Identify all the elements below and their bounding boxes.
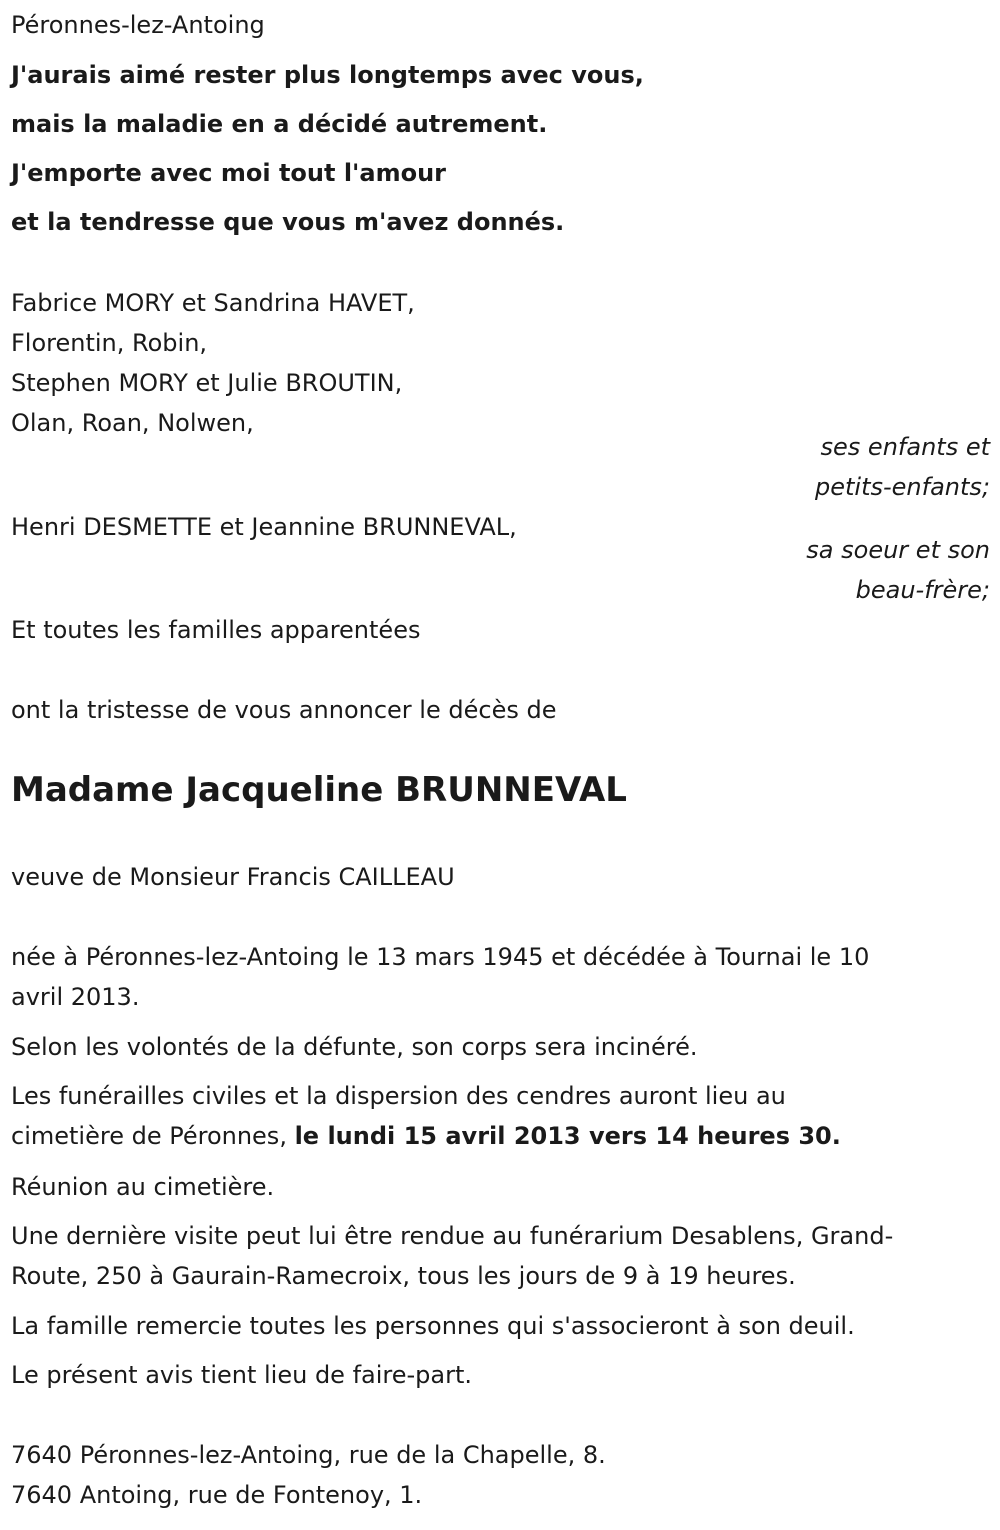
announcement: ont la tristesse de vous annoncer le décès de bbox=[11, 696, 557, 724]
funeral-date: le lundi 15 avril 2013 vers 14 heures 30. bbox=[294, 1122, 841, 1150]
sibling: Henri DESMETTE et Jeannine BRUNNEVAL, bbox=[11, 513, 517, 541]
funeral: Les funérailles civiles et la dispersion des cendres auront lieu au bbox=[11, 1082, 786, 1110]
family-role: petits-enfants; bbox=[815, 473, 990, 501]
deceased-name: Madame Jacqueline BRUNNEVAL bbox=[11, 770, 627, 810]
meeting: Réunion au cimetière. bbox=[11, 1173, 275, 1201]
funeral bbox=[11, 1116, 841, 1156]
family-role: ses enfants et bbox=[820, 433, 990, 461]
notice: Le présent avis tient lieu de faire-part. bbox=[11, 1361, 473, 1389]
birth-death: née à Péronnes-lez-Antoing le 13 mars 1945 et décédée à Tournai le 10 bbox=[11, 943, 870, 971]
poem-line: J'emporte avec moi tout l'amour bbox=[11, 159, 447, 187]
sibling-role: sa soeur et son bbox=[806, 536, 990, 564]
visit: Route, 250 à Gaurain-Ramecroix, tous les jours de 9 à 19 heures. bbox=[11, 1262, 796, 1290]
other-families: Et toutes les familles apparentées bbox=[11, 616, 421, 644]
birth-death: avril 2013. bbox=[11, 983, 140, 1011]
address: 7640 Antoing, rue de Fontenoy, 1. bbox=[11, 1481, 423, 1509]
visit: Une dernière visite peut lui être rendue au funérarium Desablens, Grand- bbox=[11, 1222, 894, 1250]
family-line: Florentin, Robin, bbox=[11, 329, 208, 357]
cremation: Selon les volontés de la défunte, son corps sera incinéré. bbox=[11, 1033, 698, 1061]
family-line: Stephen MORY et Julie BROUTIN, bbox=[11, 369, 403, 397]
poem-line: J'aurais aimé rester plus longtemps avec vous, bbox=[11, 61, 644, 89]
sibling-role: beau-frère; bbox=[855, 576, 990, 604]
poem-line: mais la maladie en a décidé autrement. bbox=[11, 110, 548, 138]
thanks: La famille remercie toutes les personnes qui s'associeront à son deuil. bbox=[11, 1312, 855, 1340]
widow-of: veuve de Monsieur Francis CAILLEAU bbox=[11, 863, 455, 891]
family-line: Fabrice MORY et Sandrina HAVET, bbox=[11, 289, 415, 317]
funeral-place: cimetière de Péronnes, bbox=[11, 1122, 295, 1150]
place: Péronnes-lez-Antoing bbox=[11, 11, 265, 39]
address: 7640 Péronnes-lez-Antoing, rue de la Chapelle, 8. bbox=[11, 1441, 606, 1469]
family-line: Olan, Roan, Nolwen, bbox=[11, 409, 254, 437]
poem-line: et la tendresse que vous m'avez donnés. bbox=[11, 208, 565, 236]
